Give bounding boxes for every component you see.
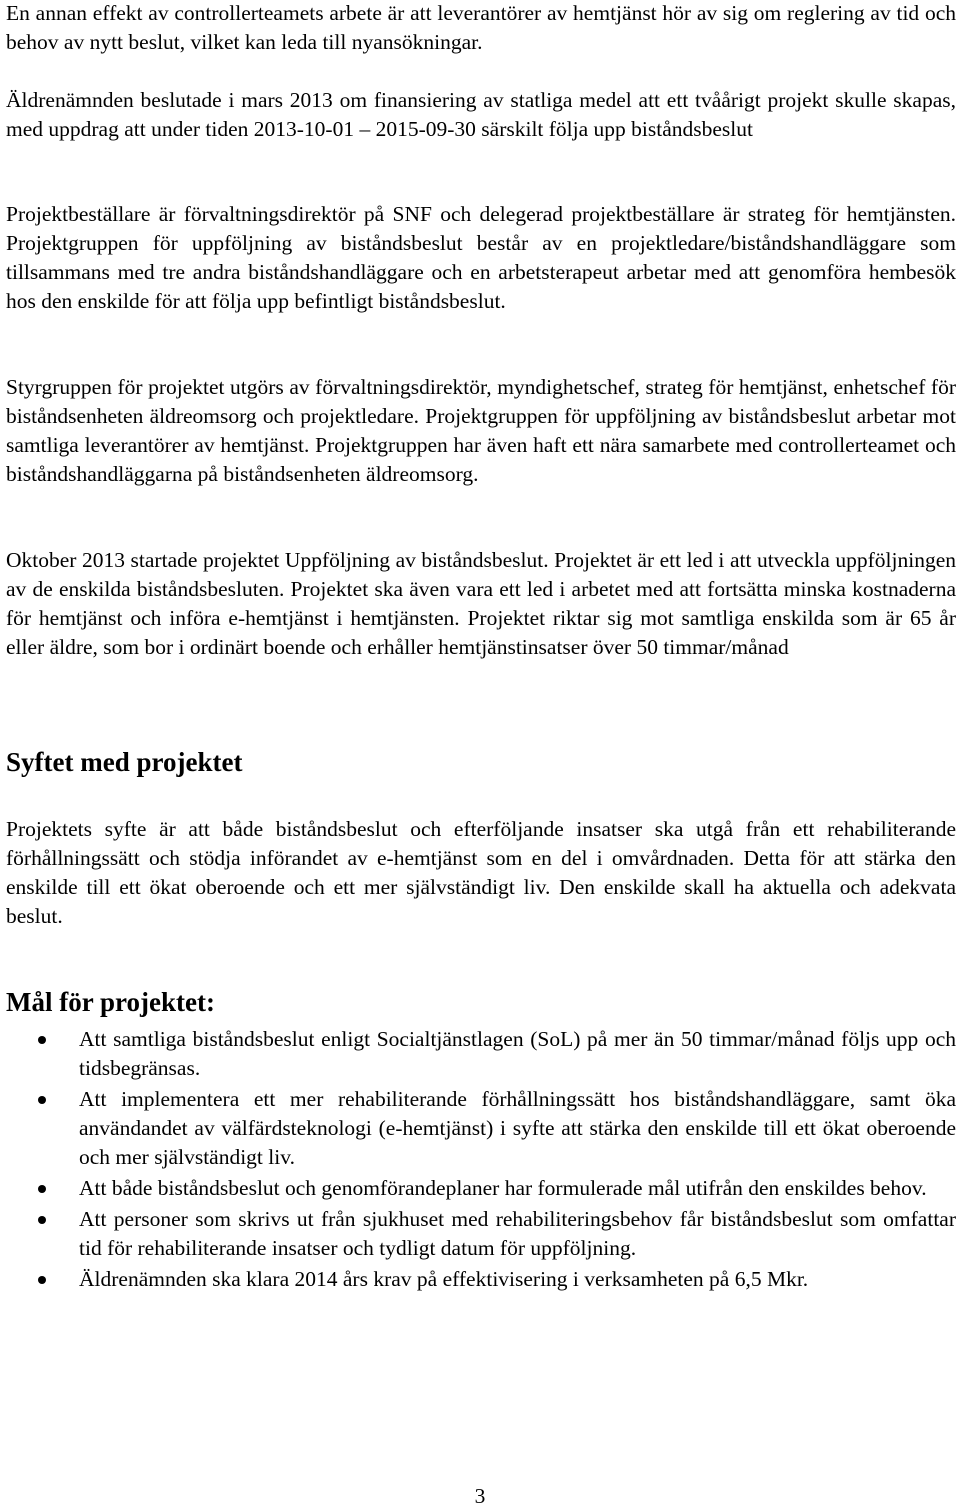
paragraph-purpose: Projektets syfte är att både biståndsbeslut och efterföljande insatser ska utgå från ett rehabiliterande förhållningssätt och stödja införandet av e-hemtjänst som en del i omvårdnaden. Detta för att stärka den enskilde till ett ökat oberoende och ett mer självständigt liv. Den enskilde skall ha aktuella och adekvata beslut. <box>6 817 956 928</box>
bullet-icon <box>38 1276 46 1284</box>
bullet-icon <box>38 1096 46 1104</box>
list-item: Att personer som skrivs ut från sjukhuset med rehabiliteringsbehov får biståndsbeslut som omfattar tid för rehabiliterande insatser och tydligt datum för uppföljning. <box>6 1205 956 1263</box>
paragraph-project-start: Oktober 2013 startade projektet Uppföljning av biståndsbeslut. Projektet är ett led i att utveckla uppföljningen av de enskilda biståndsbesluten. Projektet ska även vara ett led i arbetet med att fortsätta minska kostnaderna för hemtjänst och införa e-hemtjänst i hemtjänsten. Projektet riktar sig mot samtliga enskilda som är 65 år eller äldre, som bor i ordinärt boende och erhåller hemtjänstinsatser över 50 timmar/månad <box>6 548 956 659</box>
list-item: Att samtliga biståndsbeslut enligt Socialtjänstlagen (SoL) på mer än 50 timmar/månad följs upp och tidsbegränsas. <box>6 1025 956 1083</box>
list-item: Äldrenämnden ska klara 2014 års krav på effektivisering i verksamheten på 6,5 Mkr. <box>6 1265 956 1294</box>
heading-purpose: Syftet med projektet <box>6 747 243 777</box>
bullet-icon <box>38 1036 46 1044</box>
paragraph-project-owner: Projektbeställare är förvaltningsdirektör på SNF och delegerad projektbeställare är strateg för hemtjänsten. Projektgruppen för uppföljning av biståndsbeslut består av en projektledare/biståndshandläggare som tillsammans med tre andra biståndshandläggare och en arbetsterapeut arbetar med att genomföra hembesök hos den enskilde för att följa upp befintligt biståndsbeslut. <box>6 202 956 313</box>
bullet-icon <box>38 1185 46 1193</box>
paragraph-project-decision: Äldrenämnden beslutade i mars 2013 om finansiering av statliga medel att ett tvåårigt projekt skulle skapas, med uppdrag att under tiden 2013-10-01 – 2015-09-30 särskilt följa upp biståndsbeslut <box>6 88 956 141</box>
page-number: 3 <box>474 1484 486 1508</box>
list-item: Att både biståndsbeslut och genomförandeplaner har formulerade mål utifrån den enskildes behov. <box>6 1174 956 1203</box>
heading-goals: Mål för projektet: <box>6 987 215 1017</box>
bullet-icon <box>38 1216 46 1224</box>
list-item: Att implementera ett mer rehabiliterande förhållningssätt hos biståndshandläggare, samt öka användandet av välfärdsteknologi (e-hemtjänst) i syfte att stärka den enskilde till ett ökat oberoende och mer självständigt liv. <box>6 1085 956 1172</box>
paragraph-controllerteam-effect: En annan effekt av controllerteamets arbete är att leverantörer av hemtjänst hör av sig om reglering av tid och behov av nytt beslut, vilket kan leda till nyansökningar. <box>6 1 956 54</box>
goals-list <box>6 1025 956 1296</box>
paragraph-steering-group: Styrgruppen för projektet utgörs av förvaltningsdirektör, myndighetschef, strateg för hemtjänst, enhetschef för biståndsenheten äldreomsorg och projektledare. Projektgruppen för uppföljning av biståndsbeslut arbetar mot samtliga leverantörer av hemtjänst. Projektgruppen har även haft ett nära samarbete med controllerteamet och biståndshandläggarna på biståndsenheten äldreomsorg. <box>6 375 956 486</box>
